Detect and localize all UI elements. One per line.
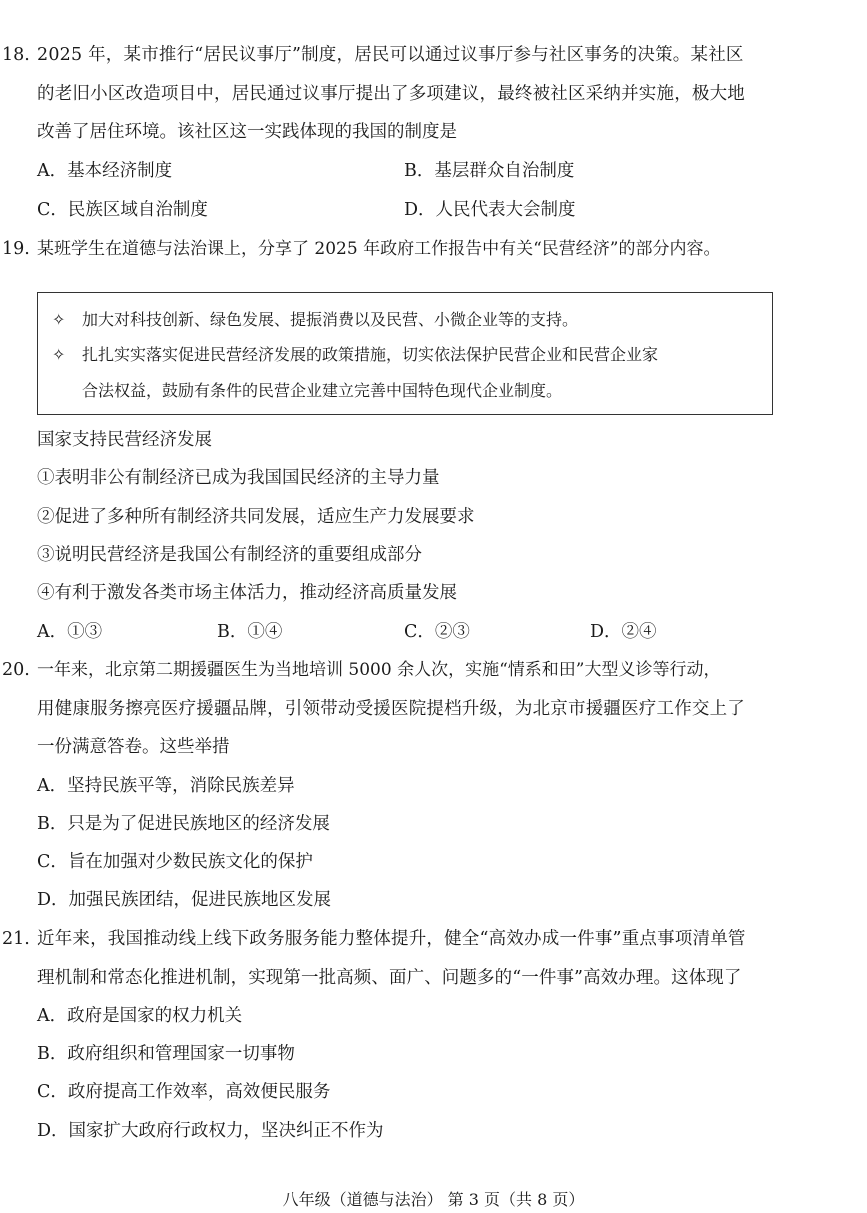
page-footer: 八年级（道德与法治） 第 3 页（共 8 页） [282, 1190, 585, 1209]
report-item-2-continued: 合法权益，鼓励有条件的民营企业建立完善中国特色现代企业制度。 [82, 381, 563, 400]
question-19-stem: 国家支持民营经济发展 [37, 430, 212, 450]
question-21-option-c: C．政府提高工作效率，高效便民服务 [37, 1082, 331, 1102]
diamond-bullet-icon: ✧ [52, 310, 66, 329]
question-19-number: 19. [2, 239, 30, 259]
question-20-line-1: 一年来，北京第二期援疆医生为当地培训 5000 余人次，实施“情系和田”大型义诊等行动， [37, 660, 721, 680]
question-18-line-1: 2025 年，某市推行“居民议事厅”制度，居民可以通过议事厅参与社区事务的决策。某社区 [37, 45, 744, 65]
question-21-option-d: D．国家扩大政府行政权力，坚决纠正不作为 [37, 1121, 384, 1141]
question-20-line-2: 用健康服务擦亮医疗援疆品牌，引领带动受援医院提档升级，为北京市援疆医疗工作交上了 [37, 699, 745, 719]
question-18-line-3: 改善了居住环境。该社区这一实践体现的我国的制度是 [37, 122, 457, 142]
question-19-statement-2: ②促进了多种所有制经济共同发展，适应生产力发展要求 [37, 507, 475, 527]
question-20-option-a: A．坚持民族平等，消除民族差异 [37, 776, 295, 796]
question-19-line-1: 某班学生在道德与法治课上，分享了 2025 年政府工作报告中有关“民营经济”的部分内容。 [37, 239, 721, 259]
diamond-bullet-icon: ✧ [52, 345, 66, 364]
question-18-number: 18. [2, 45, 30, 65]
question-18-option-c: C．民族区域自治制度 [37, 200, 208, 220]
question-20-number: 20. [2, 660, 30, 680]
question-20-option-c: C．旨在加强对少数民族文化的保护 [37, 852, 313, 872]
question-18-option-d: D．人民代表大会制度 [404, 200, 576, 220]
question-19-option-d: D．②④ [590, 622, 657, 642]
question-19-statement-4: ④有利于激发各类市场主体活力，推动经济高质量发展 [37, 583, 457, 603]
report-item-1: ✧ 加大对科技创新、绿色发展、提振消费以及民营、小微企业等的支持。 [52, 310, 579, 329]
question-19-statement-3: ③说明民营经济是我国公有制经济的重要组成部分 [37, 545, 422, 565]
question-19-option-a: A．①③ [37, 622, 103, 642]
question-18-option-a: A．基本经济制度 [37, 161, 173, 181]
question-21-option-a: A．政府是国家的权力机关 [37, 1006, 243, 1026]
question-19-option-c: C．②③ [404, 622, 470, 642]
question-19-statement-1: ①表明非公有制经济已成为我国国民经济的主导力量 [37, 468, 440, 488]
question-21-line-2: 理机制和常态化推进机制，实现第一批高频、面广、问题多的“一件事”高效办理。这体现了 [37, 968, 742, 988]
question-21-line-1: 近年来，我国推动线上线下政务服务能力整体提升，健全“高效办成一件事”重点事项清单管 [37, 929, 746, 949]
question-20-option-d: D．加强民族团结，促进民族地区发展 [37, 890, 332, 910]
question-18-option-b: B．基层群众自治制度 [404, 161, 575, 181]
question-19-option-b: B．①④ [217, 622, 283, 642]
question-21-number: 21. [2, 929, 30, 949]
question-20-line-3: 一份满意答卷。这些举措 [37, 737, 230, 757]
question-18-line-2: 的老旧小区改造项目中，居民通过议事厅提出了多项建议，最终被社区采纳并实施，极大地 [37, 84, 745, 104]
question-21-option-b: B．政府组织和管理国家一切事物 [37, 1044, 295, 1064]
report-item-2: ✧ 扎扎实实落实促进民营经济发展的政策措施，切实依法保护民营企业和民营企业家 [52, 345, 659, 364]
question-20-option-b: B．只是为了促进民族地区的经济发展 [37, 814, 330, 834]
report-excerpt-box [37, 292, 773, 415]
